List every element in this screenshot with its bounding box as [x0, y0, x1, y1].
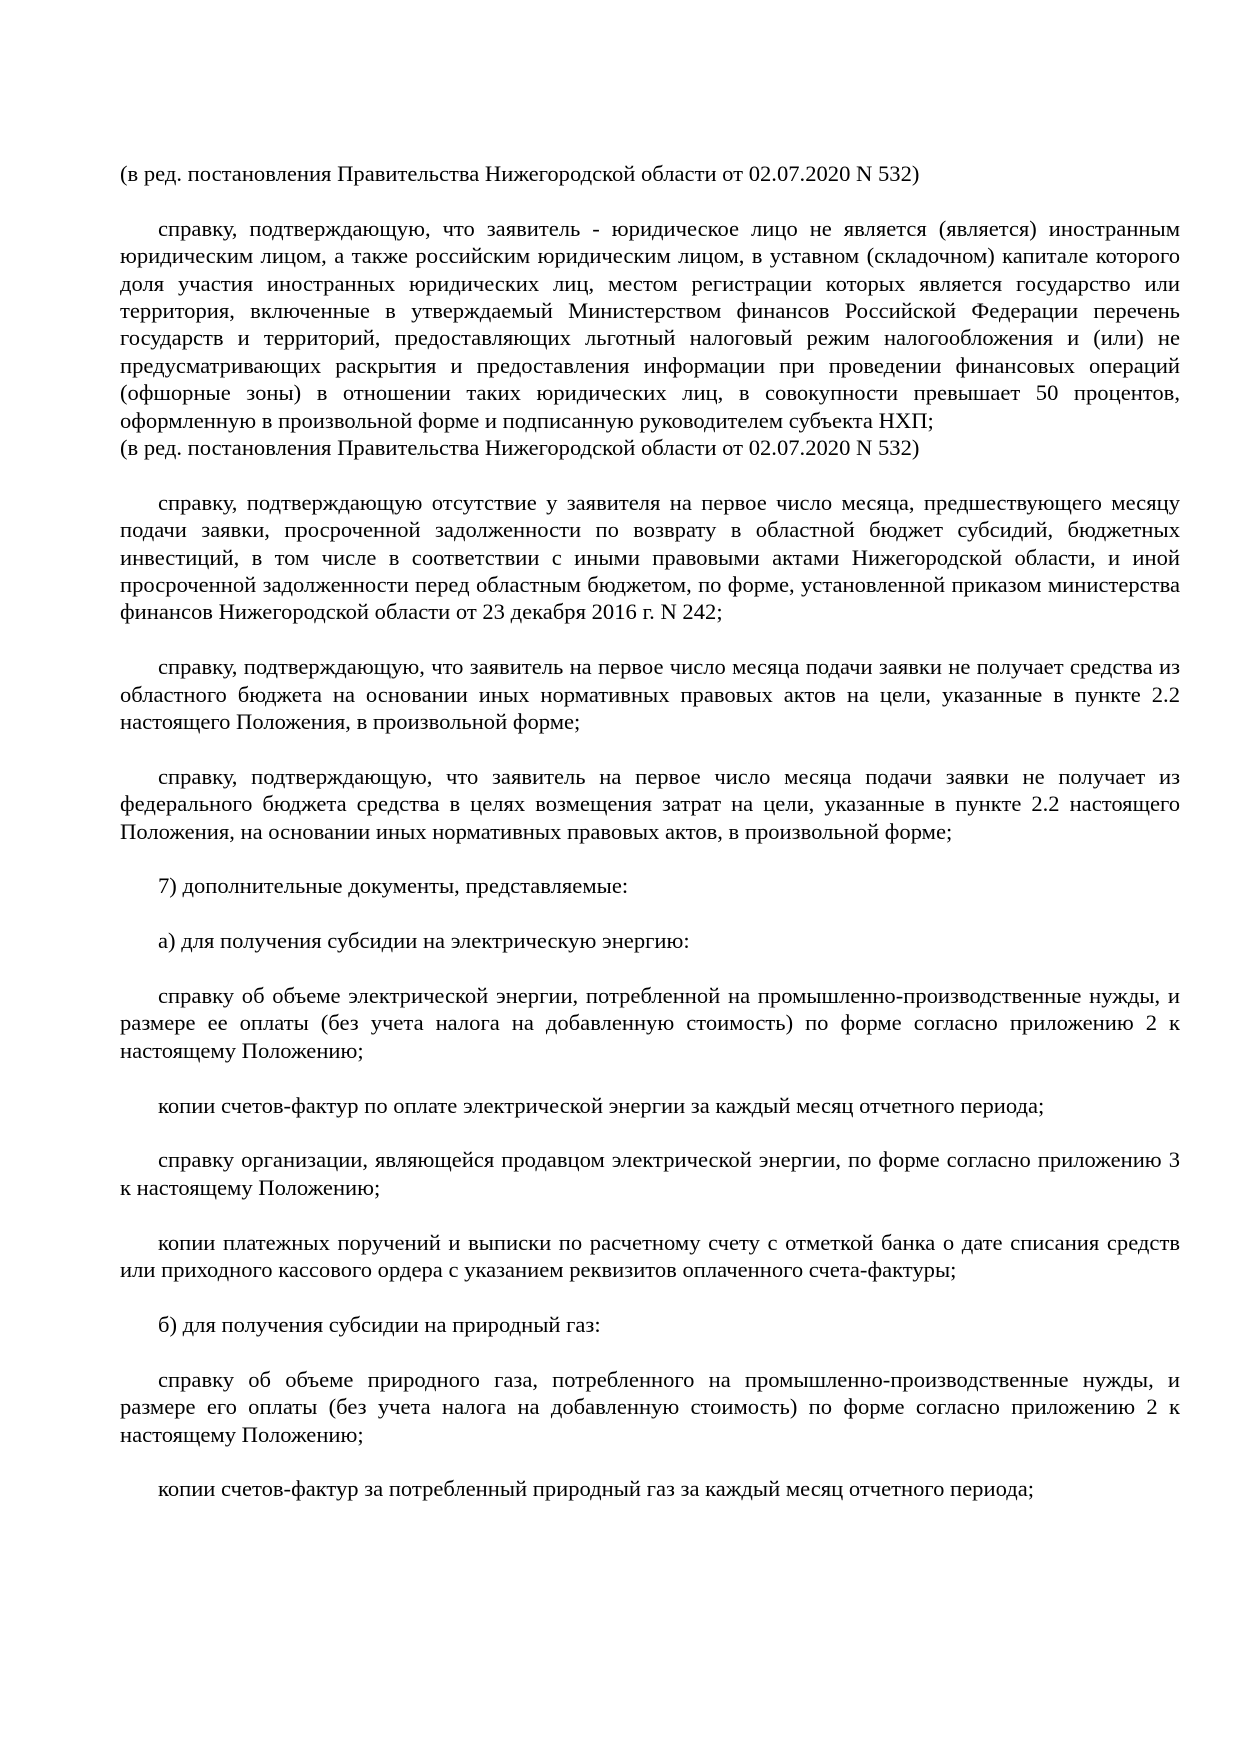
paragraph-item-7a: а) для получения субсидии на электрическую энергию:	[158, 928, 690, 954]
amendment-note: (в ред. постановления Правительства Нижегородской области от 02.07.2020 N 532)	[120, 161, 920, 186]
paragraph-item-7: 7) дополнительные документы, представляемые:	[158, 873, 629, 899]
paragraph-electricity-volume-certificate: справку об объеме электрической энергии, потребленной на промышленно-производственные нужды, и размере ее оплаты (без учета налога на добавленную стоимость) по форме согласно приложению 2 к настоящему Положению;	[120, 983, 1180, 1063]
paragraph-federal-budget-certificate: справку, подтверждающую, что заявитель на первое число месяца подачи заявки не получает из федерального бюджета средства в целях возмещения затрат на цели, указанные в пункте 2.2 настоящего Положения, на основании иных нормативных правовых актов, в произвольной форме;	[120, 763, 1180, 844]
document-page	[120, 160, 1180, 1530]
paragraph-gas-invoices: копии счетов-фактур за потребленный природный газ за каждый месяц отчетного периода;	[158, 1476, 1035, 1502]
paragraph-item-7b: б) для получения субсидии на природный газ:	[158, 1311, 601, 1337]
paragraph-electricity-seller-certificate: справку организации, являющейся продавцом электрической энергии, по форме согласно приложению 3 к настоящему Положению;	[120, 1147, 1180, 1200]
paragraph-gas-volume-certificate: справку об объеме природного газа, потребленного на промышленно-производственные нужды, и размере его оплаты (без учета налога на добавленную стоимость) по форме согласно приложению 2 к настоящему Положению;	[120, 1366, 1180, 1447]
paragraph-offshore-certificate: справку, подтверждающую, что заявитель - юридическое лицо не является (является) иностранным юридическим лицом, а также российским юридическим лицом, в уставном (складочном) капитале которого доля участия иностранных юридических лиц, местом регистрации которых является государство или территория, включенные в утверждаемый Министерством финансов Российской Федерации перечень государств и территорий, предоставляющих льготный налоговый режим налогообложения и (или) не предусматривающих раскрытия и предоставления информации при проведении финансовых операций (офшорные зоны) в отношении таких юридических лиц, в совокупности превышает 50 процентов, оформленную в произвольной форме и подписанную руководителем субъекта НХП;	[120, 215, 1180, 433]
paragraph-payment-orders: копии платежных поручений и выписки по расчетному счету с отметкой банка о дате списания средств или приходного кассового ордера с указанием реквизитов оплаченного счета-фактуры;	[120, 1229, 1180, 1283]
amendment-note: (в ред. постановления Правительства Нижегородской области от 02.07.2020 N 532)	[120, 435, 920, 461]
paragraph-electricity-invoices: копии счетов-фактур по оплате электрической энергии за каждый месяц отчетного периода;	[158, 1092, 1045, 1118]
paragraph-regional-budget-certificate: справку, подтверждающую, что заявитель на первое число месяца подачи заявки не получает средства из областного бюджета на основании иных нормативных правовых актов на цели, указанные в пункте 2.2 настоящего Положения, в произвольной форме;	[120, 654, 1180, 735]
paragraph-no-debt-certificate: справку, подтверждающую отсутствие у заявителя на первое число месяца, предшествующего месяцу подачи заявки, просроченной задолженности по возврату в областной бюджет субсидий, бюджетных инвестиций, в том числе в соответствии с иными правовыми актами Нижегородской области, и иной просроченной задолженности перед областным бюджетом, по форме, установленной приказом министерства финансов Нижегородской области от 23 декабря 2016 г. N 242;	[120, 489, 1180, 625]
